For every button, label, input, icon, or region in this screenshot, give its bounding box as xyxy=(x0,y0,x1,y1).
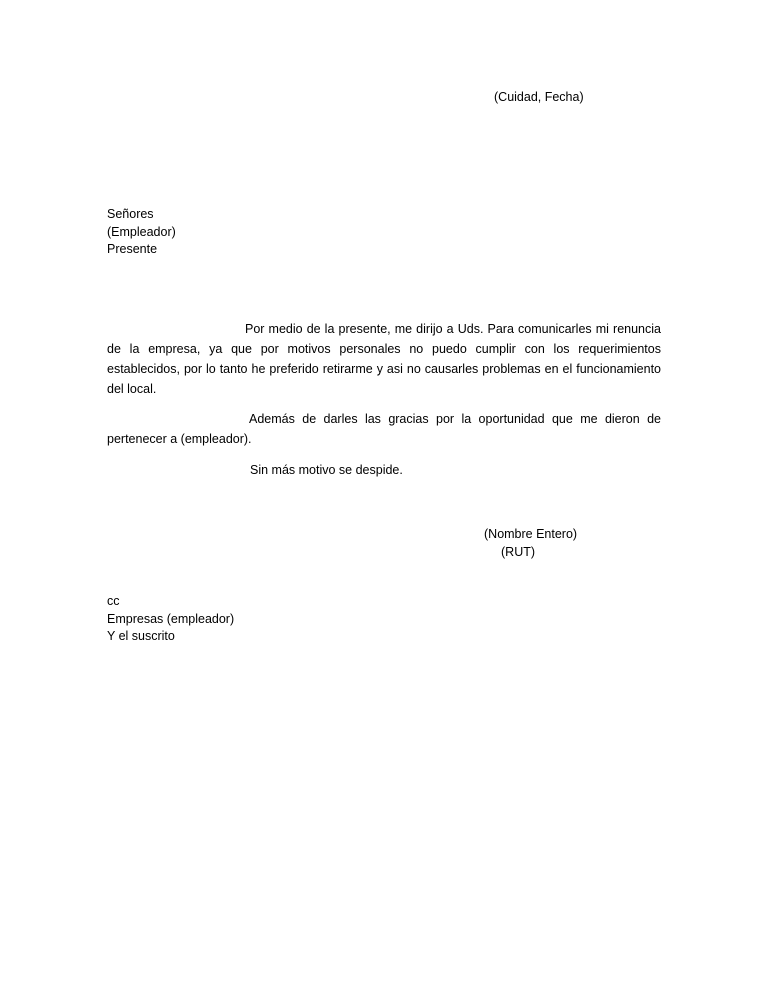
copies-recipient-2: Y el suscrito xyxy=(107,629,175,643)
recipient-block xyxy=(107,206,176,259)
body-paragraph-2-text: Además de darles las gracias por la oportunidad que me dieron de pertenecer a (empleador). xyxy=(107,412,661,446)
copies-block xyxy=(107,593,234,646)
recipient-salutation: Señores xyxy=(107,207,154,221)
body-paragraph-2 xyxy=(107,409,661,449)
signature-name: (Nombre Entero) xyxy=(484,527,578,541)
closing-line: Sin más motivo se despide. xyxy=(250,463,403,477)
copies-recipient-1: Empresas (empleador) xyxy=(107,611,235,626)
recipient-employer: (Empleador) xyxy=(107,224,176,239)
body-paragraph-1-text: Por medio de la presente, me dirijo a Uds. Para comunicarles mi renuncia de la empresa, ya que por motivos personales no puedo cumplir con los requerimientos establecidos, por lo tanto he preferido retirarme y asi no causarles problemas en el funcionamiento del local. xyxy=(107,322,661,396)
recipient-presente: Presente xyxy=(107,242,158,256)
body-paragraph-1 xyxy=(107,319,661,399)
place-date: (Cuidad, Fecha) xyxy=(494,90,584,104)
copies-label: cc xyxy=(107,594,120,608)
signature-rut: (RUT) xyxy=(501,545,536,559)
